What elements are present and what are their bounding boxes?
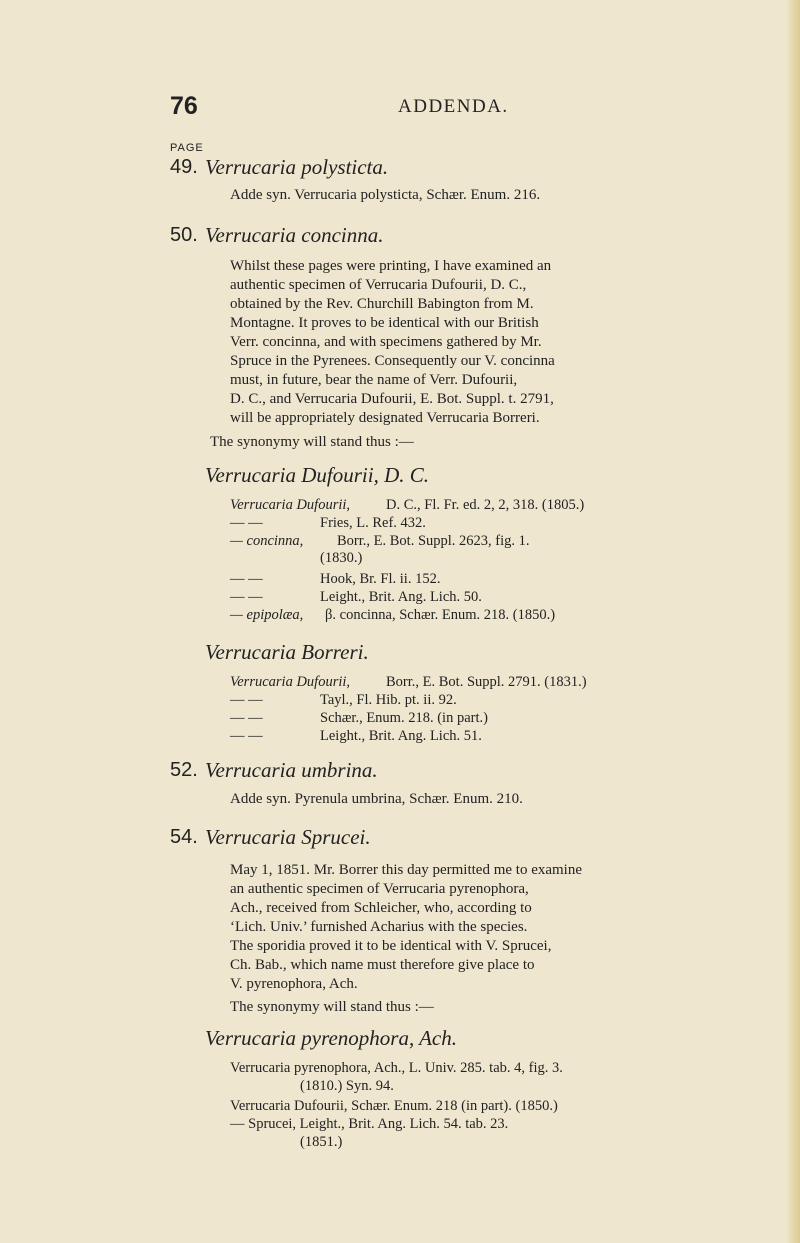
section-heading: Verrucaria Dufourii, D. C. [205,463,430,487]
paragraph-line: May 1, 1851. Mr. Borrer this day permitted me to examine [230,862,583,878]
synonym-line: (1851.) [300,1134,343,1150]
synonym-name: — epipolæa, [230,607,304,623]
paragraph-line: D. C., and Verrucaria Dufourii, E. Bot. Suppl. t. 2791, [230,391,554,407]
entry-number: 52. [170,759,198,781]
synonym-line: — Sprucei, Leight., Brit. Ang. Lich. 54. tab. 23. [230,1116,509,1132]
section-heading: Verrucaria pyrenophora, Ach. [205,1026,457,1050]
paragraph-line: Whilst these pages were printing, I have examined an [230,258,552,274]
synonym-ref: Borr., E. Bot. Suppl. 2623, fig. 1. [337,533,530,549]
synonym-line: Verrucaria Dufourii, Schær. Enum. 218 (in part). (1850.) [230,1098,558,1114]
synonym-ref: Schær., Enum. 218. (in part.) [320,710,488,726]
paragraph-line: Ach., received from Schleicher, who, according to [230,900,532,916]
paragraph-line: obtained by the Rev. Churchill Babington from M. [230,296,534,312]
paragraph-line: Montagne. It proves to be identical with our British [230,315,539,331]
synonym-ref: D. C., Fl. Fr. ed. 2, 2, 318. (1805.) [386,497,585,513]
paragraph-line: Spruce in the Pyrenees. Consequently our V. concinna [230,353,555,369]
synonym-ref: (1830.) [320,550,363,566]
entry-title: Verrucaria Sprucei. [205,825,371,849]
synonym-name: Verrucaria Dufourii, [230,497,351,513]
entry-number: 54. [170,826,198,848]
synonym-ref: Tayl., Fl. Hib. pt. ii. 92. [320,692,457,708]
entry-title: Verrucaria concinna. [205,223,384,247]
paragraph-line: must, in future, bear the name of Verr. Dufourii, [230,372,518,388]
synonym-name: — — [230,692,263,708]
paragraph-line: ‘Lich. Univ.’ furnished Acharius with the species. [230,919,528,935]
synonym-line: Verrucaria pyrenophora, Ach., L. Univ. 285. tab. 4, fig. 3. [230,1060,563,1076]
synonym-ref: Hook, Br. Fl. ii. 152. [320,571,441,587]
paragraph-line: Ch. Bab., which name must therefore give place to [230,957,535,973]
synonym-ref: Borr., E. Bot. Suppl. 2791. (1831.) [386,674,587,690]
page-edge [786,0,800,1243]
synonymy-intro: The synonymy will stand thus :— [210,434,414,450]
section-heading: Verrucaria Borreri. [205,640,369,664]
synonymy-intro: The synonymy will stand thus :— [230,999,434,1015]
paragraph-line: Verr. concinna, and with specimens gathered by Mr. [230,334,542,350]
entry-text: Adde syn. Verrucaria polysticta, Schær. Enum. 216. [230,187,541,203]
entry-title: Verrucaria umbrina. [205,758,378,782]
entry-text: Adde syn. Pyrenula umbrina, Schær. Enum. 210. [230,791,523,807]
synonym-ref: Leight., Brit. Ang. Lich. 51. [320,728,482,744]
synonym-name: — concinna, [230,533,304,549]
synonym-ref: Leight., Brit. Ang. Lich. 50. [320,589,482,605]
synonym-name: — — [230,728,263,744]
running-title: ADDENDA. [398,96,509,117]
entry-title: Verrucaria polysticta. [205,155,389,179]
paragraph-line: The sporidia proved it to be identical with V. Sprucei, [230,938,552,954]
page-column-label: PAGE [170,142,204,154]
page-number: 76 [170,92,198,120]
entry-number: 49. [170,156,198,178]
paragraph-line: authentic specimen of Verrucaria Dufourii, D. C., [230,277,527,293]
synonym-name: — — [230,571,263,587]
synonym-ref: Fries, L. Ref. 432. [320,515,426,531]
paragraph-line: will be appropriately designated Verrucaria Borreri. [230,410,540,426]
synonym-name: — — [230,589,263,605]
synonym-ref: β. concinna, Schær. Enum. 218. (1850.) [325,607,556,623]
synonym-name: — — [230,515,263,531]
synonym-name: Verrucaria Dufourii, [230,674,351,690]
paragraph-line: an authentic specimen of Verrucaria pyrenophora, [230,881,529,897]
entry-number: 50. [170,224,198,246]
paragraph-line: V. pyrenophora, Ach. [230,976,358,992]
synonym-name: — — [230,710,263,726]
synonym-line: (1810.) Syn. 94. [300,1078,394,1094]
